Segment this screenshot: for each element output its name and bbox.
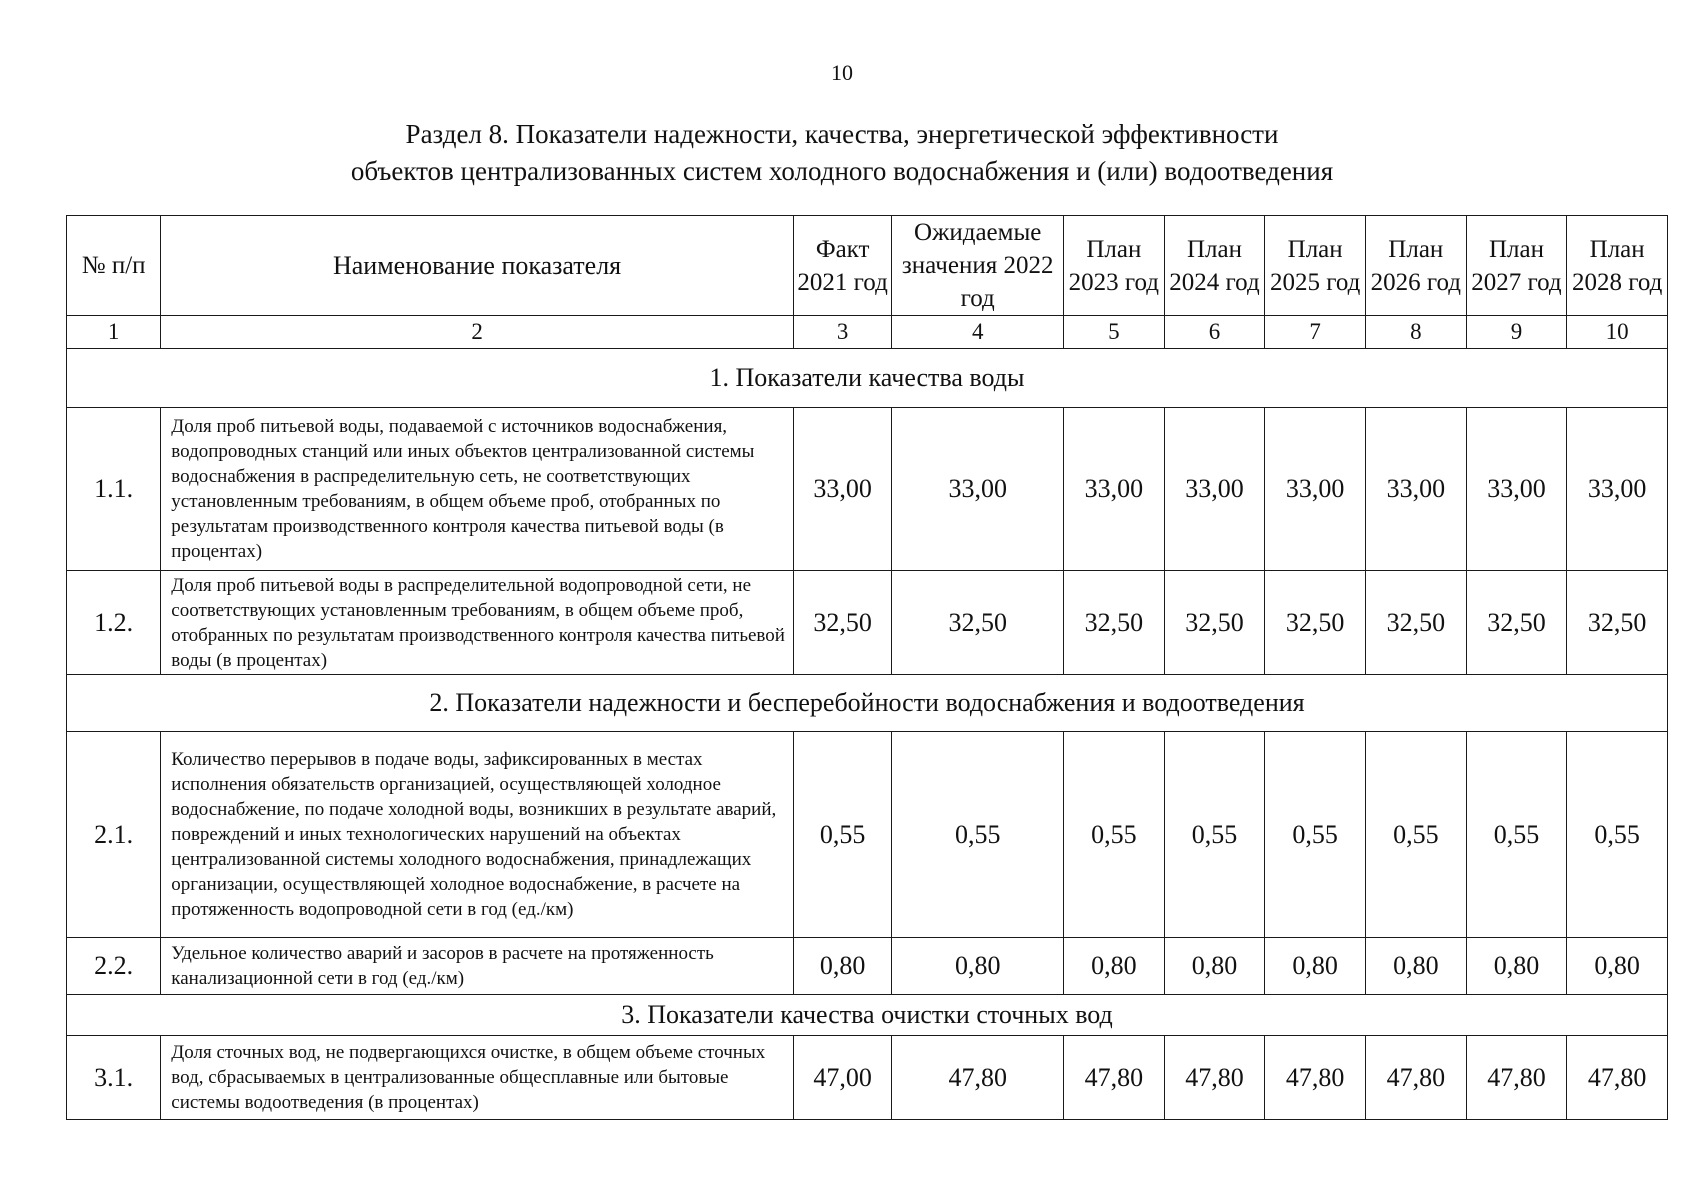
- column-header: Ожидаемые значения 2022 год: [892, 216, 1064, 316]
- column-number: 4: [892, 316, 1064, 349]
- column-number-row: [67, 316, 1668, 349]
- column-header: План 2028 год: [1567, 216, 1668, 316]
- table-row: [67, 938, 1668, 995]
- value-fact-2021: 33,00: [793, 408, 892, 571]
- value-plan-2023: 0,55: [1064, 732, 1165, 938]
- value-fact-2021: 0,55: [793, 732, 892, 938]
- value-fact-2021: 0,80: [793, 938, 892, 995]
- value-plan-2027: 33,00: [1466, 408, 1567, 571]
- indicator-name: Доля сточных вод, не подвергающихся очистке, в общем объеме сточных вод, сбрасываемых в централизованные общесплавные или бытовые системы водоотведения (в процентах): [161, 1036, 794, 1120]
- value-plan-2027: 0,80: [1466, 938, 1567, 995]
- table-row: [67, 408, 1668, 571]
- value-plan-2027: 0,55: [1466, 732, 1567, 938]
- value-expected-2022: 33,00: [892, 408, 1064, 571]
- value-plan-2026: 0,80: [1365, 938, 1466, 995]
- section-heading: 3. Показатели качества очистки сточных вод: [67, 995, 1668, 1036]
- value-plan-2024: 0,55: [1164, 732, 1265, 938]
- section-title-line-1: Раздел 8. Показатели надежности, качества, энергетической эффективности: [405, 119, 1279, 149]
- value-plan-2025: 0,80: [1265, 938, 1366, 995]
- column-header: План 2027 год: [1466, 216, 1567, 316]
- row-number: 2.2.: [67, 938, 161, 995]
- column-number: 2: [161, 316, 794, 349]
- page-number: 10: [831, 60, 853, 85]
- indicator-name: Доля проб питьевой воды, подаваемой с источников водоснабжения, водопроводных станций или иных объектов централизованной системы водоснабжения в распределительную сеть, не соответствующих установленным требованиям, в общем объеме проб, отобранных по результатам производственного контроля качества питьевой воды (в процентах): [161, 408, 794, 571]
- column-header: План 2026 год: [1365, 216, 1466, 316]
- header-row: [67, 216, 1668, 316]
- value-plan-2026: 33,00: [1365, 408, 1466, 571]
- value-plan-2025: 0,55: [1265, 732, 1366, 938]
- value-plan-2023: 33,00: [1064, 408, 1165, 571]
- value-plan-2026: 47,80: [1365, 1036, 1466, 1120]
- row-number: 1.1.: [67, 408, 161, 571]
- value-expected-2022: 32,50: [892, 571, 1064, 675]
- value-plan-2023: 47,80: [1064, 1036, 1165, 1120]
- row-number: 1.2.: [67, 571, 161, 675]
- column-header: План 2024 год: [1164, 216, 1265, 316]
- column-header: План 2025 год: [1265, 216, 1366, 316]
- value-expected-2022: 0,80: [892, 938, 1064, 995]
- value-plan-2024: 0,80: [1164, 938, 1265, 995]
- value-plan-2025: 33,00: [1265, 408, 1366, 571]
- column-number: 8: [1365, 316, 1466, 349]
- value-fact-2021: 47,00: [793, 1036, 892, 1120]
- value-plan-2028: 0,80: [1567, 938, 1668, 995]
- row-number: 2.1.: [67, 732, 161, 938]
- value-fact-2021: 32,50: [793, 571, 892, 675]
- column-number: 3: [793, 316, 892, 349]
- column-header: Наименование показателя: [161, 216, 794, 316]
- value-plan-2026: 0,55: [1365, 732, 1466, 938]
- row-number: 3.1.: [67, 1036, 161, 1120]
- section-heading: 2. Показатели надежности и бесперебойности водоснабжения и водоотведения: [67, 675, 1668, 732]
- table-row: [67, 732, 1668, 938]
- column-header: План 2023 год: [1064, 216, 1165, 316]
- column-number: 10: [1567, 316, 1668, 349]
- value-expected-2022: 0,55: [892, 732, 1064, 938]
- column-number: 7: [1265, 316, 1366, 349]
- value-plan-2028: 47,80: [1567, 1036, 1668, 1120]
- value-plan-2023: 0,80: [1064, 938, 1165, 995]
- section-header-row: [67, 349, 1668, 408]
- value-plan-2024: 47,80: [1164, 1036, 1265, 1120]
- column-number: 1: [67, 316, 161, 349]
- value-plan-2024: 32,50: [1164, 571, 1265, 675]
- column-number: 6: [1164, 316, 1265, 349]
- value-plan-2023: 32,50: [1064, 571, 1165, 675]
- value-plan-2027: 32,50: [1466, 571, 1567, 675]
- value-plan-2026: 32,50: [1365, 571, 1466, 675]
- section-header-row: [67, 995, 1668, 1036]
- value-plan-2028: 32,50: [1567, 571, 1668, 675]
- table-row: [67, 1036, 1668, 1120]
- value-plan-2024: 33,00: [1164, 408, 1265, 571]
- section-title: [0, 116, 1684, 190]
- value-plan-2025: 32,50: [1265, 571, 1366, 675]
- table-row: [67, 571, 1668, 675]
- section-heading: 1. Показатели качества воды: [67, 349, 1668, 408]
- indicator-name: Количество перерывов в подаче воды, зафиксированных в местах исполнения обязательств организацией, осуществляющей холодное водоснабжение, по подаче холодной воды, возникших в результате аварий, повреждений и иных технологических нарушений на объектах централизованной системы холодного водоснабжения, принадлежащих организации, осуществляющей холодное водоснабжение, в расчете на протяженность водопроводной сети в год (ед./км): [161, 732, 794, 938]
- indicators-table: [66, 215, 1668, 1120]
- column-header: № п/п: [67, 216, 161, 316]
- value-plan-2027: 47,80: [1466, 1036, 1567, 1120]
- value-plan-2025: 47,80: [1265, 1036, 1366, 1120]
- value-plan-2028: 33,00: [1567, 408, 1668, 571]
- section-header-row: [67, 675, 1668, 732]
- indicator-name: Удельное количество аварий и засоров в расчете на протяженность канализационной сети в год (ед./км): [161, 938, 794, 995]
- section-title-line-2: объектов централизованных систем холодного водоснабжения и (или) водоотведения: [350, 156, 1334, 186]
- indicator-name: Доля проб питьевой воды в распределительной водопроводной сети, не соответствующих установленным требованиям, в общем объеме проб, отобранных по результатам производственного контроля качества питьевой воды (в процентах): [161, 571, 794, 675]
- column-number: 5: [1064, 316, 1165, 349]
- column-header: Факт 2021 год: [793, 216, 892, 316]
- value-expected-2022: 47,80: [892, 1036, 1064, 1120]
- value-plan-2028: 0,55: [1567, 732, 1668, 938]
- column-number: 9: [1466, 316, 1567, 349]
